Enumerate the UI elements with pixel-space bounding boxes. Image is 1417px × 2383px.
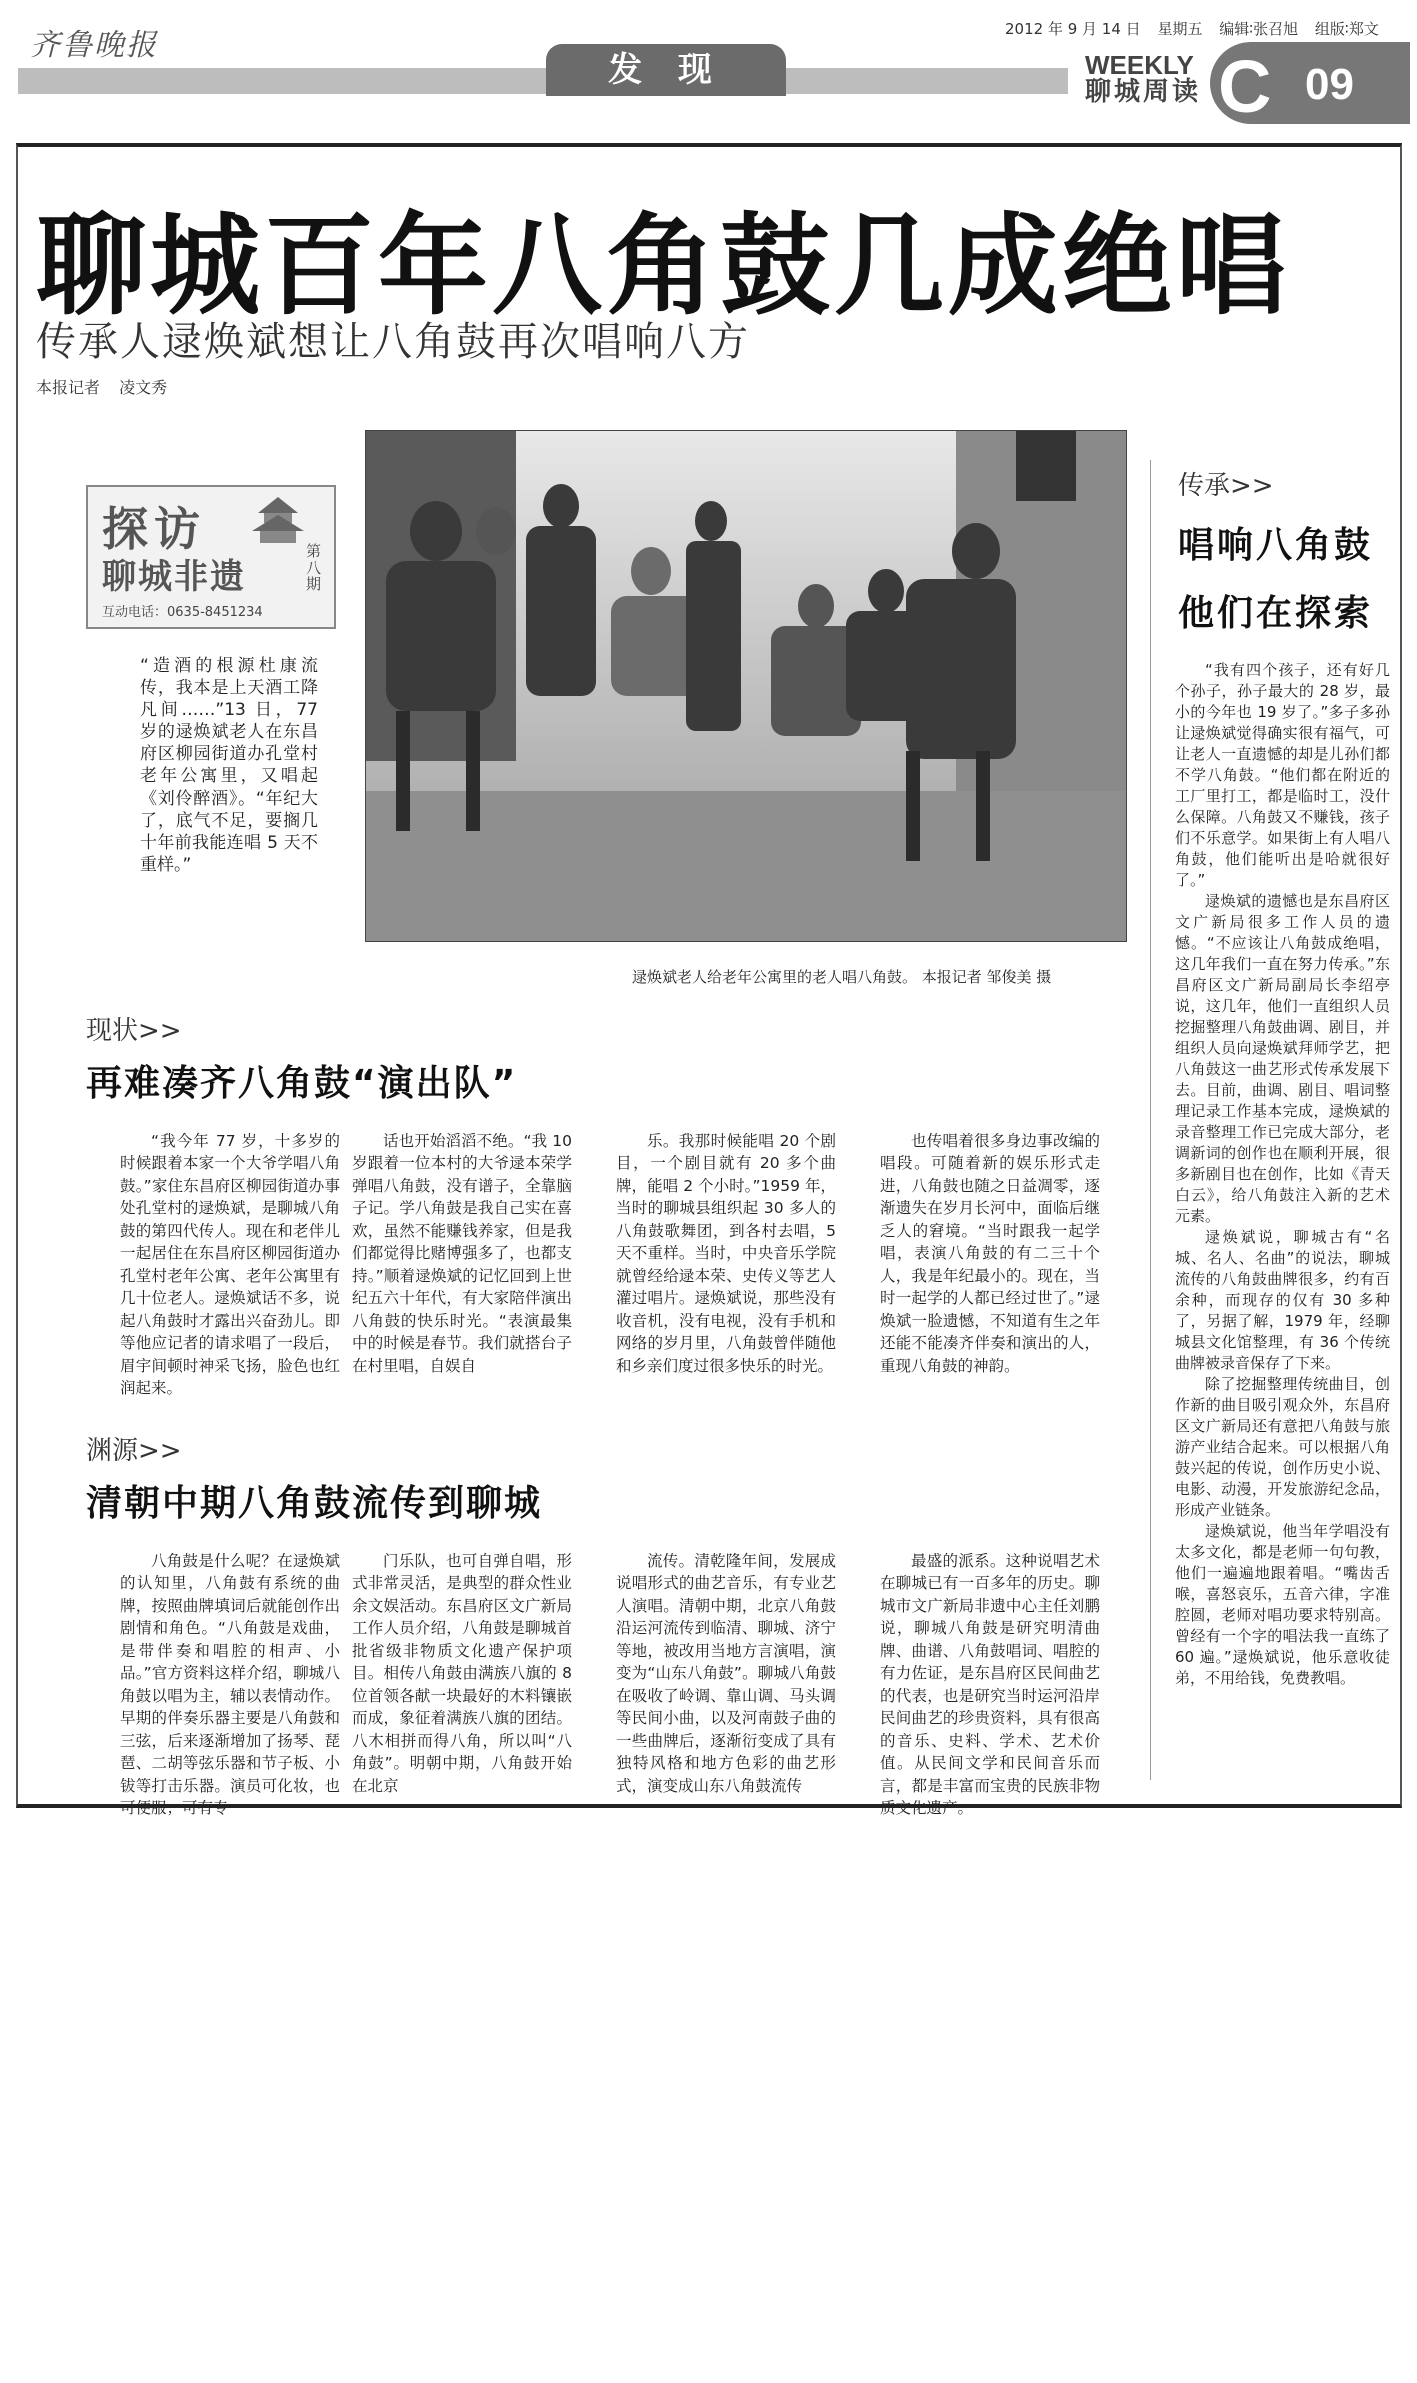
section2-kicker: 渊源>> bbox=[86, 1436, 182, 1466]
sidebar-divider bbox=[1150, 460, 1151, 1780]
issue-date: 2012 年 9 月 14 日 bbox=[1005, 20, 1141, 38]
section2-col2: 门乐队，也可自弹自唱，形式非常灵活，是典型的群众性业余文娱活动。东昌府区文广新局工作人员介绍，八角鼓是聊城首批省级非物质文化遗产保护项目。相传八角鼓由满族八旗的 8 位首领各献一块最好的木料镶嵌而成，象征着满族八旗的团结。八木相拼而得八角，所以叫“八角鼓”。明朝中期，八角鼓开始在北京 bbox=[352, 1552, 572, 1795]
weekly-en: WEEKLY bbox=[1085, 50, 1194, 80]
byline-name: 凌文秀 bbox=[119, 378, 168, 397]
section-tab: 发 现 bbox=[546, 44, 786, 96]
weekly-cn: 聊城周读 bbox=[1085, 77, 1202, 108]
news-photo bbox=[365, 430, 1127, 942]
intro-paragraph: “造酒的根源杜康流传，我本是上天酒工降凡间……”13 日，77 岁的逯焕斌老人在东昌府区柳园街道办孔堂村老年公寓里，又唱起《刘伶醉酒》。“年纪大了，底气不足，要搁几十年前我能连唱 5 天不重样。” bbox=[140, 656, 318, 875]
column-logo bbox=[86, 485, 336, 629]
sidebar-heading-line2: 他们在探索 bbox=[1178, 593, 1374, 635]
issue-weekday: 星期五 bbox=[1157, 20, 1203, 38]
sidebar-paragraph: 除了挖掘整理传统曲目，创作新的曲目吸引观众外，东昌府区文广新局还有意把八角鼓与旅游产业结合起来。可以根据八角鼓兴起的传说，创作历史小说、电影、动漫，开发旅游纪念品，形成产业链条。 bbox=[1175, 1375, 1390, 1519]
section1-col3: 乐。我那时候能唱 20 个剧目，一个剧目就有 20 多个曲牌，能唱 2 个小时。”1959 年，当时的聊城县组织起 30 多人的八角鼓歌舞团，到各村去唱，5 天不重样。当时，中央音乐学院就曾经给逯本荣、史传义等艺人灌过唱片。逯焕斌说，那些没有收音机，没有电视，没有手机和网络的岁月里，八角鼓曾伴随他和乡亲们度过很多快乐的时光。 bbox=[616, 1132, 836, 1375]
logo-line2: 聊城非遗 bbox=[102, 557, 246, 597]
dateline bbox=[1005, 18, 1391, 39]
logo-phone: 互动电话：0635-8451234 bbox=[102, 605, 263, 620]
byline-label: 本报记者 bbox=[36, 378, 101, 397]
headline: 聊城百年八角鼓几成绝唱 bbox=[36, 202, 1290, 330]
logo-issue: 第八期 bbox=[306, 542, 322, 593]
sidebar-heading bbox=[1178, 512, 1373, 649]
layout-credit: 组版∶郑文 bbox=[1314, 20, 1379, 38]
weekly-label bbox=[1085, 52, 1205, 107]
section2-col1: 八角鼓是什么呢？在逯焕斌的认知里，八角鼓有系统的曲牌，按照曲牌填词后就能创作出剧情和角色。“八角鼓是戏曲，是带伴奏和唱腔的相声、小品。”官方资料这样介绍，聊城八角鼓以唱为主，辅以表情动作。早期的伴奏乐器主要是八角鼓和三弦，后来逐渐增加了扬琴、琵琶、二胡等弦乐器和节子板、小钹等打击乐器。演员可化妆，也可便服；可有专 bbox=[120, 1552, 340, 1818]
section1-kicker: 现状>> bbox=[86, 1016, 182, 1046]
subheadline: 传承人逯焕斌想让八角鼓再次唱响八方 bbox=[36, 319, 750, 365]
page-number: 09 bbox=[1305, 60, 1354, 109]
logo-line1: 探访 bbox=[102, 502, 206, 556]
sidebar-paragraph: 逯焕斌说，聊城古有“名城、名人、名曲”的说法，聊城流传的八角鼓曲牌很多，约有百余种，而现存的仅有 30 多种了，另据了解，1979 年，经聊城县文化馆整理，有 36 个传统曲牌被录音保存了下来。 bbox=[1175, 1228, 1390, 1372]
photo-caption: 逯焕斌老人给老年公寓里的老人唱八角鼓。 本报记者 邹俊美 摄 bbox=[632, 968, 1052, 986]
sidebar-heading-line1: 唱响八角鼓 bbox=[1178, 525, 1374, 566]
byline bbox=[36, 375, 181, 398]
pagoda-icon bbox=[248, 495, 308, 545]
sidebar-paragraph: 逯焕斌说，他当年学唱没有太多文化，都是老师一句句教，他们一遍遍地跟着唱。“嘴齿舌喉，喜怒哀乐，五音六律，字准腔圆，老师对唱功要求特别高。曾经有一个字的唱法我一直练了 60 遍。”逯焕斌说，他乐意收徒弟，不用给钱，免费教唱。 bbox=[1175, 1522, 1390, 1687]
masthead: 齐鲁晚报 bbox=[30, 28, 158, 63]
section2-col4: 最盛的派系。这种说唱艺术在聊城已有一百多年的历史。聊城市文广新局非遗中心主任刘鹏说，聊城八角鼓是研究明清曲牌、曲谱、八角鼓唱词、唱腔的有力佐证，是东昌府区民间曲艺的代表，也是研究当时运河沿岸民间曲艺的珍贵资料，具有很高的音乐、史料、学术、艺术价值。从民间文学和民间音乐而言，都是丰富而宝贵的民族非物质文化遗产。 bbox=[880, 1552, 1100, 1818]
section-letter: C bbox=[1218, 45, 1272, 128]
section1-heading: 再难凑齐八角鼓“演出队” bbox=[86, 1063, 518, 1104]
sidebar-body bbox=[1175, 660, 1390, 1689]
section1-col1: “我今年 77 岁，十多岁的时候跟着本家一个大爷学唱八角鼓。”家住东昌府区柳园街道办事处孔堂村的逯焕斌，是聊城八角鼓的第四代传人。现在和老伴儿一起居住在东昌府区柳园街道办孔堂村老年公寓、老年公寓里有几十位老人。逯焕斌话不多，说起八角鼓时才露出兴奋劲儿。即等他应记者的请求唱了一段后，眉宇间顿时神采飞扬，脸色也红润起来。 bbox=[120, 1132, 340, 1398]
photo-illustration bbox=[366, 431, 1126, 941]
editor-credit: 编辑∶张召旭 bbox=[1219, 20, 1299, 38]
page-badge bbox=[1210, 42, 1410, 128]
section2-col3: 流传。清乾隆年间，发展成说唱形式的曲艺音乐，有专业艺人演唱。清朝中期，北京八角鼓沿运河流传到临清、聊城、济宁等地，被改用当地方言演唱，演变为“山东八角鼓”。聊城八角鼓在吸收了岭调、靠山调、马头调等民间小曲，以及河南鼓子曲的一些曲牌后，逐渐衍变成了具有独特风格和地方色彩的曲艺形式，演变成山东八角鼓流传 bbox=[616, 1552, 836, 1795]
sidebar-paragraph: 逯焕斌的遗憾也是东昌府区文广新局很多工作人员的遗憾。“不应该让八角鼓成绝唱，这几年我们一直在努力传承。”东昌府区文广新局副局长李绍亭说，这几年，他们一直组织人员挖掘整理八角鼓曲调、剧目，并组织人员向逯焕斌拜师学艺，把八角鼓这一曲艺形式传承发展下去。目前，曲调、剧目、唱词整理记录工作基本完成，逯焕斌的录音整理工作已完成大部分，老调新词的创作也在顺利开展，很多新剧目也在创作，比如《青天白云》，给八角鼓注入新的艺术元素。 bbox=[1175, 892, 1390, 1225]
sidebar-kicker: 传承>> bbox=[1178, 471, 1274, 501]
section1-col4: 也传唱着很多身边事改编的唱段。可随着新的娱乐形式走进，八角鼓也随之日益凋零，逐渐遗失在岁月长河中，面临后继乏人的窘境。“当时跟我一起学唱，表演八角鼓的有二三十个人，我是年纪最小的。现在，当时一起学的人都已经过世了。”逯焕斌一脸遗憾，不知道有生之年还能不能凑齐伴奏和演出的人，重现八角鼓的神韵。 bbox=[880, 1132, 1100, 1375]
section1-col2: 话也开始滔滔不绝。“我 10 岁跟着一位本村的大爷逯本荣学弹唱八角鼓，没有谱子，全靠脑子记。学八角鼓是我自己实在喜欢，虽然不能赚钱养家，但是我们都觉得比赌博强多了，也都支持。”顺着逯焕斌的记忆回到上世纪五六十年代，有大家陪伴演出八角鼓的快乐时光。“表演最集中的时候是春节。我们就搭台子在村里唱，自娱自 bbox=[352, 1132, 572, 1375]
header-bar bbox=[18, 68, 1068, 94]
sidebar-paragraph: “我有四个孩子，还有好几个孙子，孙子最大的 28 岁，最小的今年也 19 岁了。”多子多孙让逯焕斌觉得确实很有福气，可让老人一直遗憾的却是儿孙们都不学八角鼓。“他们都在附近的工厂里打工，都是临时工，没什么保障。八角鼓又不赚钱，孩子们不乐意学。如果街上有人唱八角鼓，他们能听出是哈就很好了。” bbox=[1175, 661, 1390, 889]
section2-heading: 清朝中期八角鼓流传到聊城 bbox=[86, 1483, 543, 1524]
